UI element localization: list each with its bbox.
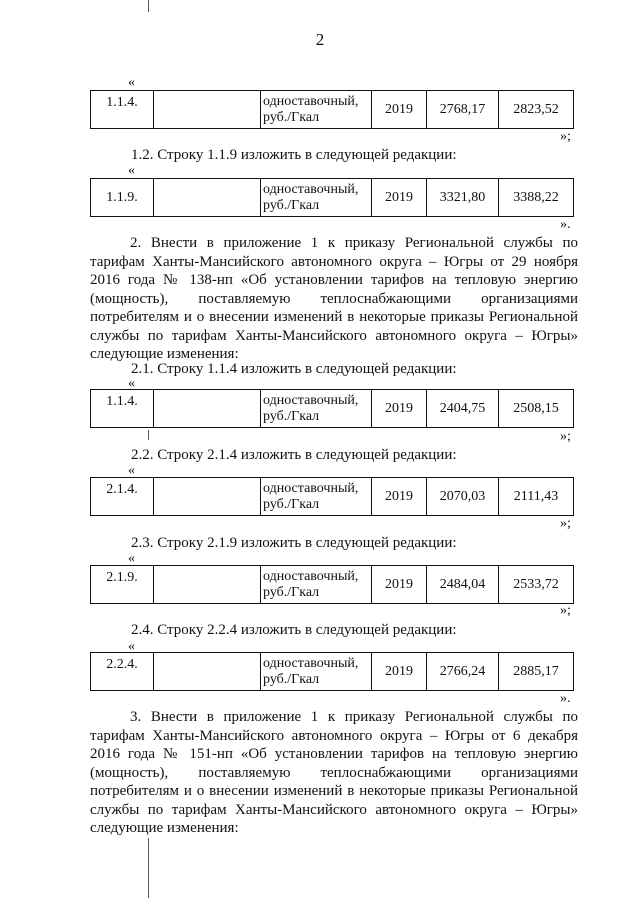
row-number: 1.1.4. xyxy=(91,91,154,129)
tariff-row-table xyxy=(90,389,574,428)
row-value-1: 2484,04 xyxy=(427,566,499,604)
row-value-2: 2823,52 xyxy=(499,91,574,129)
paragraph-3: 3. Внести в приложение 1 к приказу Региональной службы по тарифам Ханты-Мансийского автономного округа – Югры от 6 декабря 2016 года № 151-нп «Об установлении тарифов на тепловую энергию (мощность), поставляемую теплоснабжающими организациями потребителям и о внесении изменений в некоторые приказы Региональной службы по тарифам Ханты-Мансийского автономного округа – Югры» следующие изменения: xyxy=(90,709,578,836)
tariff-row-table xyxy=(90,90,574,129)
row-year: 2019 xyxy=(372,653,427,691)
row-number: 2.1.4. xyxy=(91,478,154,516)
row-value-2: 2111,43 xyxy=(499,478,574,516)
section-heading: 2.2. Строку 2.1.4 изложить в следующей редакции: xyxy=(131,447,457,463)
section-heading: 2.1. Строку 1.1.4 изложить в следующей редакции: xyxy=(131,361,457,377)
scan-artifact-mid xyxy=(148,430,149,440)
row-value-1: 2404,75 xyxy=(427,390,499,428)
quote-open: « xyxy=(128,551,135,566)
row-description: одноставочный, руб./Гкал xyxy=(261,91,372,129)
row-year: 2019 xyxy=(372,91,427,129)
row-value-1: 2766,24 xyxy=(427,653,499,691)
section-heading: 1.2. Строку 1.1.9 изложить в следующей редакции: xyxy=(131,147,457,163)
row-value-2: 3388,22 xyxy=(499,179,574,217)
tariff-row-table xyxy=(90,178,574,217)
row-empty-cell xyxy=(154,478,261,516)
quote-close: ». xyxy=(560,691,571,706)
quote-close: ». xyxy=(560,217,571,232)
row-empty-cell xyxy=(154,91,261,129)
row-number: 2.1.9. xyxy=(91,566,154,604)
row-empty-cell xyxy=(154,566,261,604)
row-empty-cell xyxy=(154,390,261,428)
row-description: одноставочный, руб./Гкал xyxy=(261,566,372,604)
row-value-1: 3321,80 xyxy=(427,179,499,217)
row-empty-cell xyxy=(154,653,261,691)
quote-open: « xyxy=(128,376,135,391)
tariff-row-table xyxy=(90,477,574,516)
row-description: одноставочный, руб./Гкал xyxy=(261,478,372,516)
section-heading: 2.4. Строку 2.2.4 изложить в следующей редакции: xyxy=(131,622,457,638)
section-heading: 2.3. Строку 2.1.9 изложить в следующей редакции: xyxy=(131,535,457,551)
page-number: 2 xyxy=(315,30,325,49)
quote-close: »; xyxy=(560,129,571,144)
row-number: 1.1.9. xyxy=(91,179,154,217)
quote-open: « xyxy=(128,75,135,90)
quote-open: « xyxy=(128,463,135,478)
row-year: 2019 xyxy=(372,566,427,604)
row-year: 2019 xyxy=(372,478,427,516)
quote-close: »; xyxy=(560,603,571,618)
row-description: одноставочный, руб./Гкал xyxy=(261,179,372,217)
tariff-row-table xyxy=(90,652,574,691)
quote-close: »; xyxy=(560,516,571,531)
row-number: 1.1.4. xyxy=(91,390,154,428)
row-description: одноставочный, руб./Гкал xyxy=(261,390,372,428)
row-year: 2019 xyxy=(372,390,427,428)
row-value-2: 2533,72 xyxy=(499,566,574,604)
row-year: 2019 xyxy=(372,179,427,217)
row-number: 2.2.4. xyxy=(91,653,154,691)
scan-artifact-top xyxy=(148,0,149,12)
paragraph-2: 2. Внести в приложение 1 к приказу Региональной службы по тарифам Ханты-Мансийского автономного округа – Югры от 29 ноября 2016 года № 138-нп «Об установлении тарифов на тепловую энергию (мощность), поставляемую теплоснабжающими организациями потребителям и о внесении изменений в некоторые приказы Региональной службы по тарифам Ханты-Мансийского автономного округа – Югры» следующие изменения: xyxy=(90,235,578,362)
row-value-2: 2508,15 xyxy=(499,390,574,428)
tariff-row-table xyxy=(90,565,574,604)
quote-open: « xyxy=(128,639,135,654)
scan-artifact-bottom xyxy=(148,838,149,898)
row-value-1: 2070,03 xyxy=(427,478,499,516)
quote-open: « xyxy=(128,163,135,178)
row-description: одноставочный, руб./Гкал xyxy=(261,653,372,691)
quote-close: »; xyxy=(560,429,571,444)
row-empty-cell xyxy=(154,179,261,217)
row-value-2: 2885,17 xyxy=(499,653,574,691)
row-value-1: 2768,17 xyxy=(427,91,499,129)
